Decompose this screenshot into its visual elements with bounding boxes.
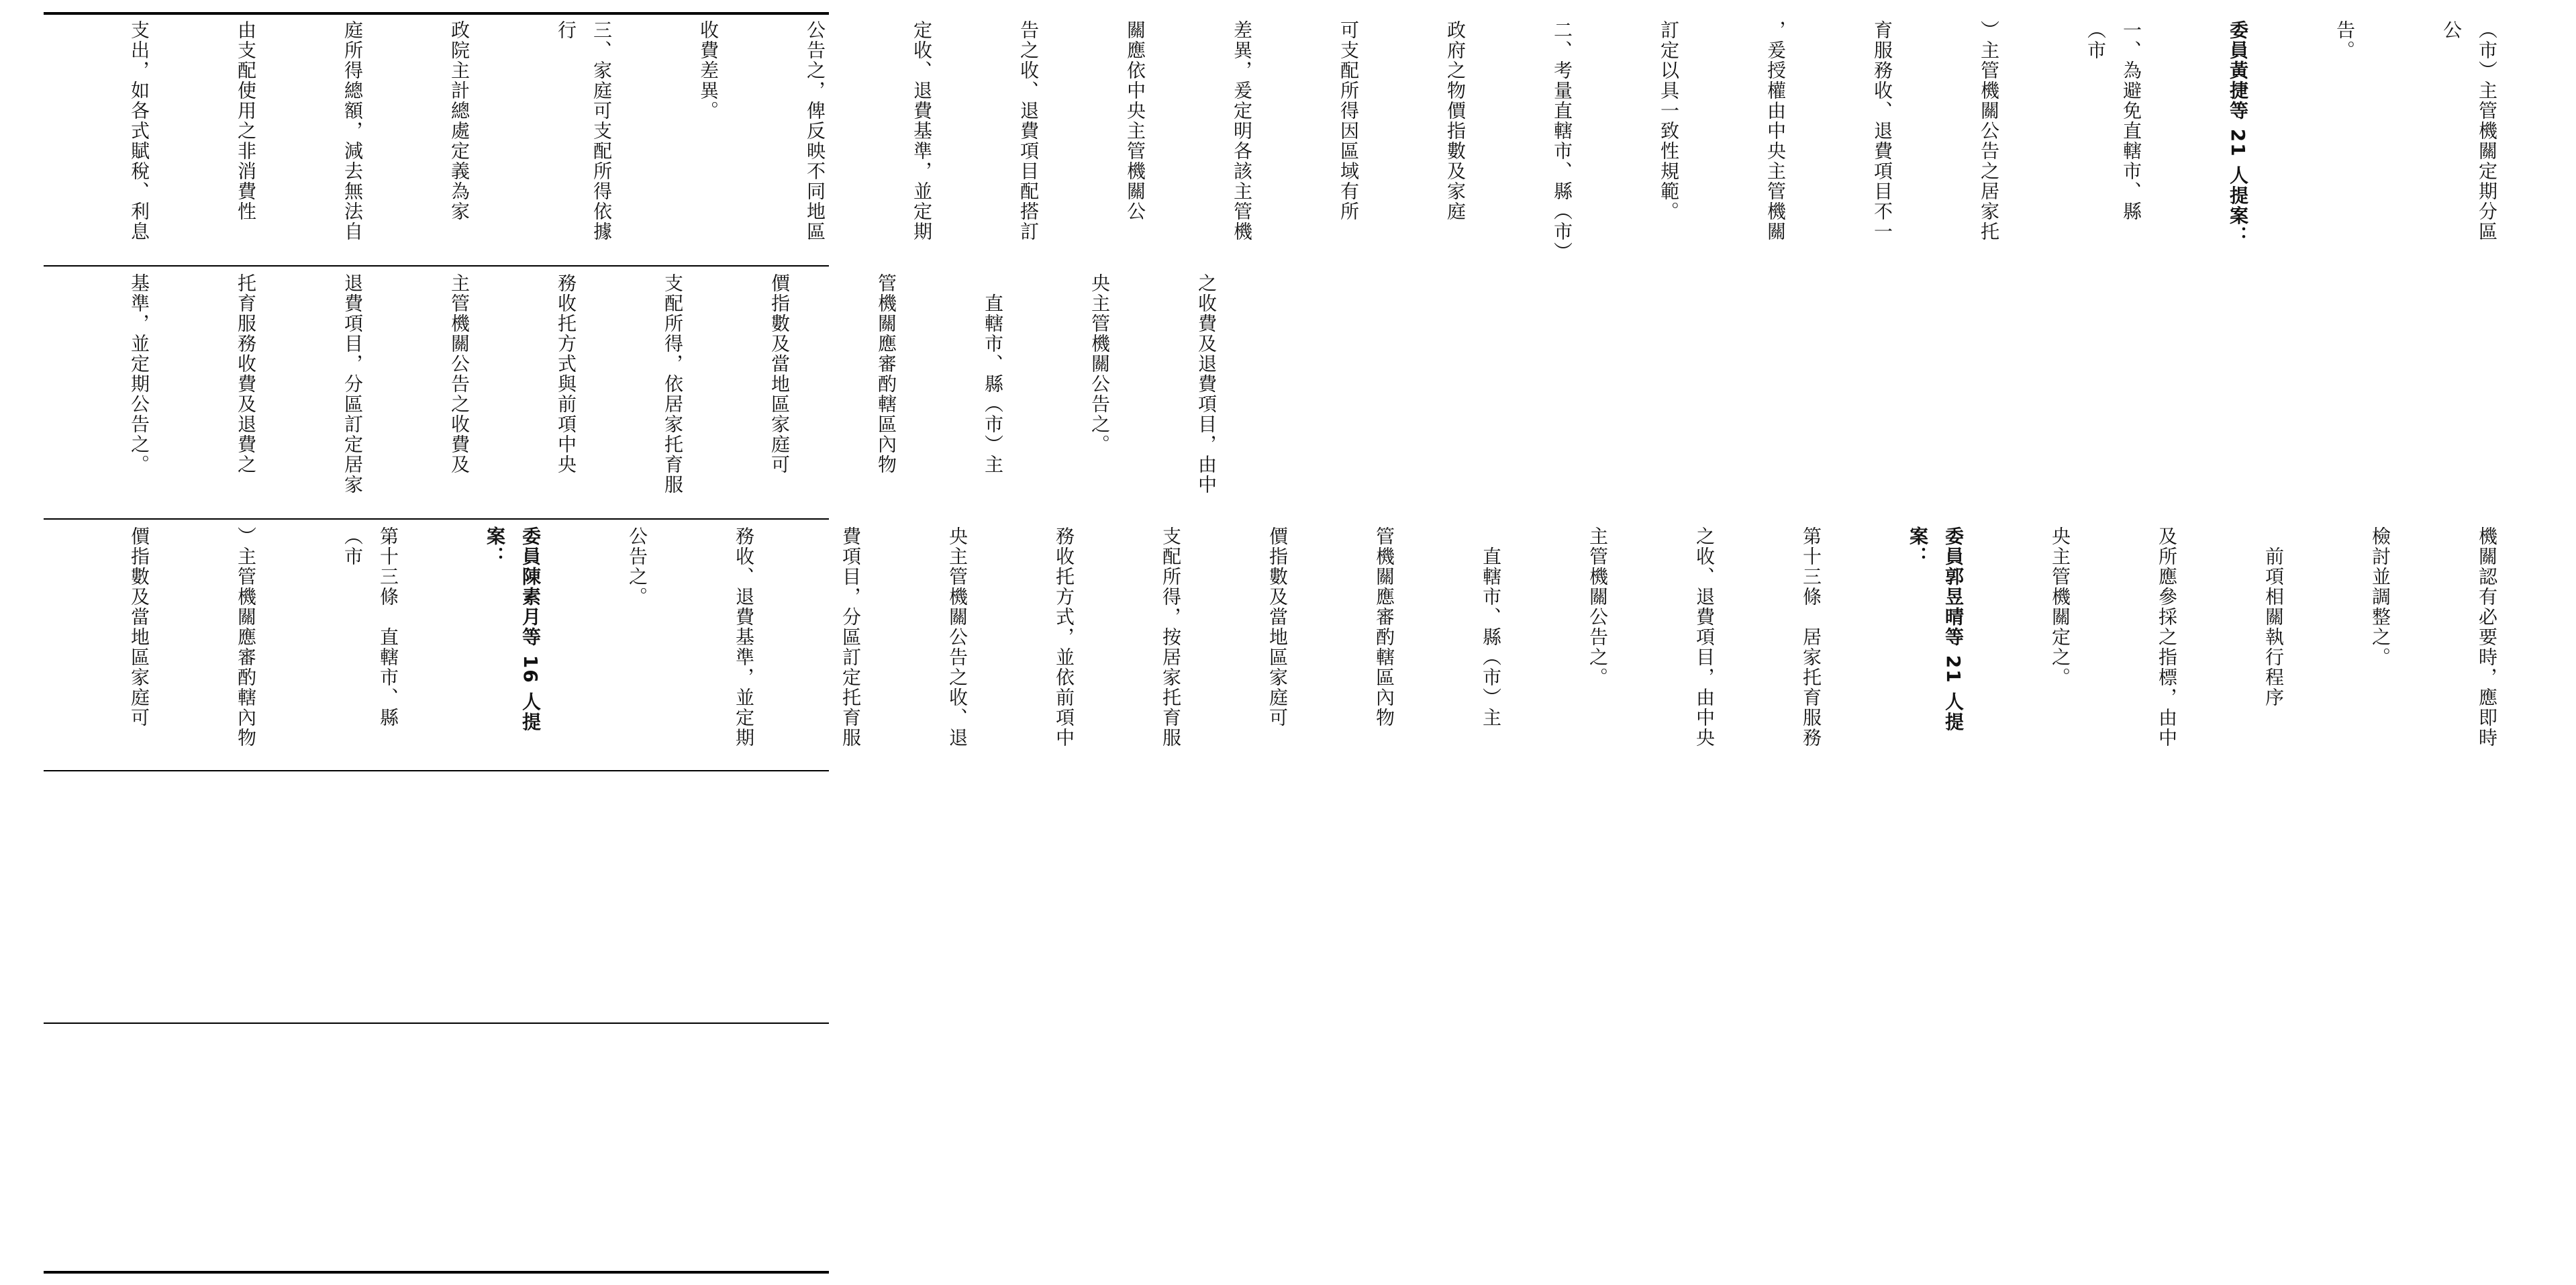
text-line: 務收托方式，並依前項中	[1053, 526, 1075, 748]
text-line: 政府之物價指數及家庭	[1444, 20, 1467, 222]
text-line: 告之收、退費項目配搭訂	[1018, 20, 1040, 242]
text-line: 務收托方式與前項中央	[555, 273, 577, 475]
text-line: 庭所得總額，減去無法自	[342, 20, 364, 242]
text-line: 第十三條 直轄市、縣（市	[342, 526, 399, 728]
text-line: 第十三條 居家托育服務	[1800, 526, 1822, 748]
text-line: 及所應參採之指標，由中	[2156, 526, 2178, 748]
cell-3-text	[50, 526, 2576, 765]
text-line: 由支配使用之非消費性	[235, 20, 257, 222]
text-line: 支配所得，按居家托育服	[1160, 526, 1182, 748]
cell2-divider	[44, 518, 829, 520]
text-line: 價指數及當地區家庭可	[128, 526, 150, 728]
text-line: 托育服務收費及退費之	[235, 273, 257, 475]
text-line: 定收、退費基準，並定期	[911, 20, 933, 242]
text-line: 直轄市、縣（市）主	[1480, 526, 1502, 728]
proposal-heading: 委員黃捷等 21 人提案：	[2227, 20, 2249, 246]
top-rule	[44, 12, 829, 15]
text-line: 之收費及退費項目，由中	[1195, 273, 1218, 495]
text-line: 價指數及當地區家庭可	[769, 273, 791, 475]
cell-1-text	[50, 20, 2576, 262]
text-line: 基準，並定期公告之。	[128, 273, 150, 475]
text-line: 退費項目，分區訂定居家	[342, 273, 364, 495]
text-line: （市）主管機關定期分區公	[2440, 20, 2498, 242]
bottom-rule	[44, 1271, 829, 1274]
text-line: 二、考量直轄市、縣（市）	[1551, 20, 1573, 262]
text-line: 前項相關執行程序	[2263, 526, 2285, 708]
text-cell-2	[50, 273, 1218, 512]
text-line: 央主管機關定之。	[2049, 526, 2071, 687]
text-line: 央主管機關公告之。	[1089, 273, 1111, 455]
text-cell-3	[50, 526, 2498, 765]
text-line: ）主管機關公告之居家托	[1978, 20, 2000, 242]
empty-cell-5	[50, 1031, 822, 1266]
text-line: 主管機關公告之。	[1587, 526, 1609, 687]
text-line: ）主管機關應審酌轄內物	[235, 526, 257, 748]
text-line: 收費差異。	[697, 20, 720, 121]
empty-cell-divider	[44, 1022, 829, 1024]
text-line: 支配所得，依居家托育服	[662, 273, 684, 495]
proposal-heading: 委員陳素月等 16 人提案：	[484, 526, 542, 732]
text-line: 關應依中央主管機關公	[1124, 20, 1146, 222]
text-line: 檢討並調整之。	[2369, 526, 2391, 667]
text-line: 管機關應審酌轄區內物	[1373, 526, 1395, 728]
cell3-divider	[44, 770, 829, 771]
text-line: 費項目，分區訂定托育服	[840, 526, 862, 748]
text-line: 央主管機關公告之收、退	[946, 526, 969, 748]
text-line: 管機關應審酌轄區內物	[875, 273, 897, 475]
text-line: 育服務收、退費項目不一	[1871, 20, 1893, 242]
text-line: 支出，如各式賦稅、利息	[128, 20, 150, 242]
text-line: 差異，爰定明各該主管機	[1231, 20, 1253, 242]
text-line: 公告之。	[626, 526, 648, 607]
empty-cell-4	[50, 778, 822, 1016]
text-line: 之收、退費項目，由中央	[1693, 526, 1716, 748]
cell-2-text	[50, 273, 1295, 512]
text-line: 機關認有必要時，應即時	[2476, 526, 2498, 748]
text-line: 可支配所得因區域有所	[1338, 20, 1360, 222]
text-line: 務收、退費基準，並定期	[733, 526, 755, 748]
text-line: 三、家庭可支配所得依據行	[555, 20, 613, 242]
text-cell-1	[50, 20, 2498, 262]
text-line: 價指數及當地區家庭可	[1267, 526, 1289, 728]
text-line: 主管機關公告之收費及	[448, 273, 470, 475]
text-line: 公告之，俾反映不同地區	[804, 20, 826, 242]
cell1-divider	[44, 265, 829, 267]
proposal-heading: 委員郭昱晴等 21 人提案：	[1907, 526, 1965, 732]
text-line: 告。	[2334, 20, 2356, 60]
text-line: 直轄市、縣（市）主	[982, 273, 1004, 475]
text-line: 政院主計總處定義為家	[448, 20, 470, 222]
text-line: ，爰授權由中央主管機關	[1765, 20, 1787, 242]
text-line: 訂定以具一致性規範。	[1658, 20, 1680, 222]
text-line: 一、為避免直轄市、縣（市	[2085, 20, 2142, 222]
